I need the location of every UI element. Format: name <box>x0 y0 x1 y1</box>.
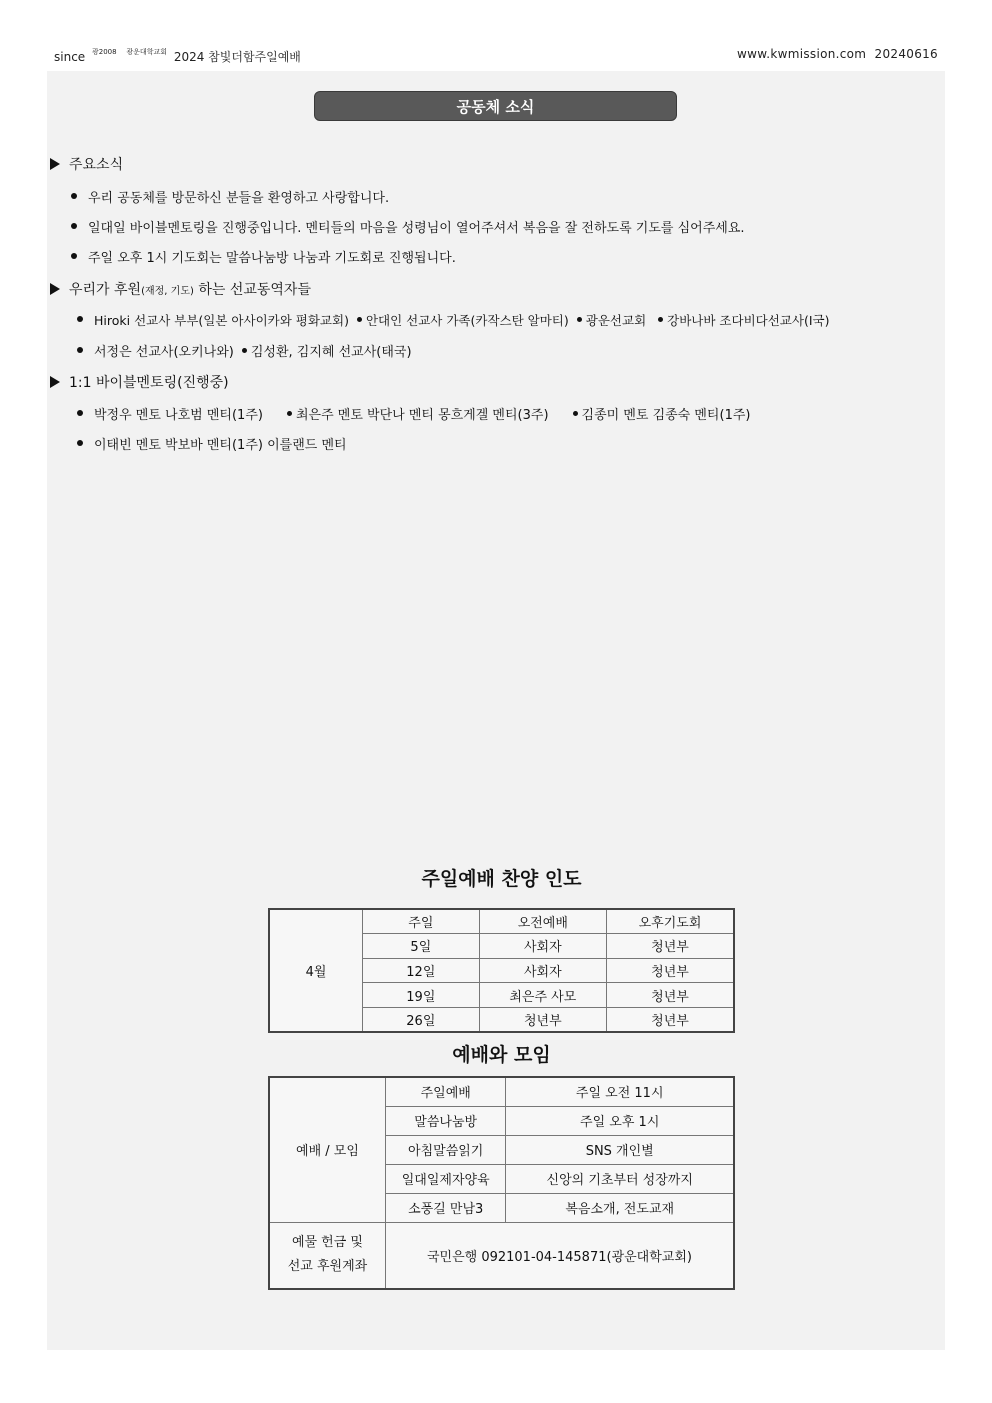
mentoring-row-2 <box>77 434 347 453</box>
table-cell: 최은주 사모 <box>479 983 606 1008</box>
table-cell: 주일 오전 11시 <box>506 1077 734 1106</box>
missionary-item: 광운선교회 <box>585 313 647 328</box>
table-cell: 청년부 <box>607 958 734 983</box>
account-label-line-1: 예물 헌금 및 <box>291 1235 363 1251</box>
worship-leaders-title: 주일예배 찬양 인도 <box>421 868 582 890</box>
missionaries-heading-suffix: 하는 선교동역자들 <box>193 282 311 298</box>
mentoring-heading <box>50 372 229 392</box>
table-cell: 사회자 <box>479 958 606 983</box>
header-since: since <box>54 50 86 64</box>
table-cell: 19일 <box>363 983 480 1008</box>
news-item-text: 주일 오후 1시 기도회는 말씀나눔방 나눔과 기도회로 진행됩니다. <box>88 251 456 266</box>
news-item-text: 일대일 바이블멘토링을 진행중입니다. 멘티들의 마음을 성령님이 열어주셔서 복음을 잘 전하도록 기도를 심어주세요. <box>88 221 745 236</box>
missionaries-heading-note: (재정, 기도) <box>141 286 194 297</box>
table-cell: 12일 <box>363 958 480 983</box>
table-cell: 청년부 <box>479 1007 606 1032</box>
news-item <box>71 217 745 236</box>
missionary-item: 서정은 선교사(오키나와) <box>94 345 234 360</box>
news-item <box>71 247 456 266</box>
header-date: 20240616 <box>874 47 938 61</box>
table-cell: 26일 <box>363 1007 480 1032</box>
column-header: 주일 <box>363 909 480 934</box>
mentoring-row-1 <box>77 404 750 423</box>
account-label-line-2: 선교 후원계좌 <box>287 1259 368 1275</box>
news-heading-text: 주요소식 <box>69 157 124 173</box>
column-header: 오전예배 <box>479 909 606 934</box>
header-site: www.kwmission.com <box>737 47 867 61</box>
mentoring-item: 박정우 멘토 나호범 멘티(1주) <box>94 408 263 423</box>
table-cell: 일대일제자양육 <box>385 1164 505 1193</box>
bullet-icon <box>77 316 83 322</box>
account-value-cell: 국민은행 092101-04-145871(광운대학교회) <box>385 1222 734 1289</box>
bullet-icon <box>287 411 292 416</box>
news-heading <box>50 154 123 174</box>
table-cell: SNS 개인별 <box>506 1135 734 1164</box>
news-item-text: 우리 공동체를 방문하신 분들을 환영하고 사랑합니다. <box>88 191 390 206</box>
table-cell: 신앙의 기초부터 성장까지 <box>506 1164 734 1193</box>
month-cell: 4월 <box>269 909 363 1032</box>
bullet-icon <box>77 410 83 416</box>
news-item <box>71 187 389 206</box>
account-label-cell <box>269 1222 385 1289</box>
table-cell: 주일예배 <box>385 1077 505 1106</box>
missionary-item: 안대인 선교사 가족(카작스탄 알마티) <box>365 313 569 328</box>
table-row <box>269 1077 734 1106</box>
mentoring-item: 최은주 멘토 박단나 멘티 몽흐게겔 멘티(3주) <box>295 408 549 423</box>
table-cell: 아침말씀읽기 <box>385 1135 505 1164</box>
bullet-icon <box>71 193 77 199</box>
table-cell: 청년부 <box>607 1007 734 1032</box>
page-header <box>54 44 938 64</box>
meetings-title: 예배와 모임 <box>452 1044 551 1066</box>
missionary-item: 강바나바 조다비다선교사(I국) <box>667 313 830 328</box>
bullet-icon <box>77 440 83 446</box>
section-banner: 공동체 소식 <box>314 91 677 121</box>
table-cell: 소풍길 만남3 <box>385 1193 505 1222</box>
table-cell: 주일 오후 1시 <box>506 1106 734 1135</box>
header-tag-church: 광운대학교회 <box>126 48 167 56</box>
triangle-bullet-icon <box>50 376 60 388</box>
missionaries-row-2 <box>77 341 412 360</box>
column-header: 오후기도회 <box>607 909 734 934</box>
table-cell: 청년부 <box>607 983 734 1008</box>
bullet-icon <box>658 317 663 322</box>
table-cell: 청년부 <box>607 934 734 959</box>
header-tag-year: 광2008 <box>92 48 117 56</box>
table-cell: 5일 <box>363 934 480 959</box>
missionaries-heading <box>50 279 311 299</box>
triangle-bullet-icon <box>50 158 60 170</box>
bullet-icon <box>77 347 83 353</box>
missionaries-row-1 <box>77 311 829 329</box>
table-cell: 말씀나눔방 <box>385 1106 505 1135</box>
group-label-cell: 예배 / 모임 <box>269 1077 385 1222</box>
worship-leaders-table <box>268 908 735 1033</box>
mentoring-item: 이태빈 멘토 박보바 멘티(1주) 이를랜드 멘티 <box>94 438 347 453</box>
header-left <box>54 47 301 65</box>
header-title: 2024 참빛더함주일예배 <box>173 50 301 64</box>
table-row <box>269 909 734 934</box>
bullet-icon <box>357 317 362 322</box>
bullet-icon <box>577 317 582 322</box>
bullet-icon <box>242 348 247 353</box>
table-cell: 복음소개, 전도교재 <box>506 1193 734 1222</box>
header-right <box>737 47 938 61</box>
bullet-icon <box>573 411 578 416</box>
bullet-icon <box>71 223 77 229</box>
mentoring-item: 김종미 멘토 김종숙 멘티(1주) <box>581 408 751 423</box>
mentoring-heading-text: 1:1 바이블멘토링(진행중) <box>69 375 229 391</box>
meetings-table <box>268 1076 735 1290</box>
table-cell: 사회자 <box>479 934 606 959</box>
triangle-bullet-icon <box>50 283 60 295</box>
missionary-item: 김성환, 김지혜 선교사(태국) <box>250 345 412 360</box>
bullet-icon <box>71 253 77 259</box>
missionary-item: Hiroki 선교사 부부(일본 아사이카와 평화교회) <box>94 313 349 328</box>
missionaries-heading-text: 우리가 후원 <box>69 282 142 298</box>
table-row <box>269 1222 734 1289</box>
